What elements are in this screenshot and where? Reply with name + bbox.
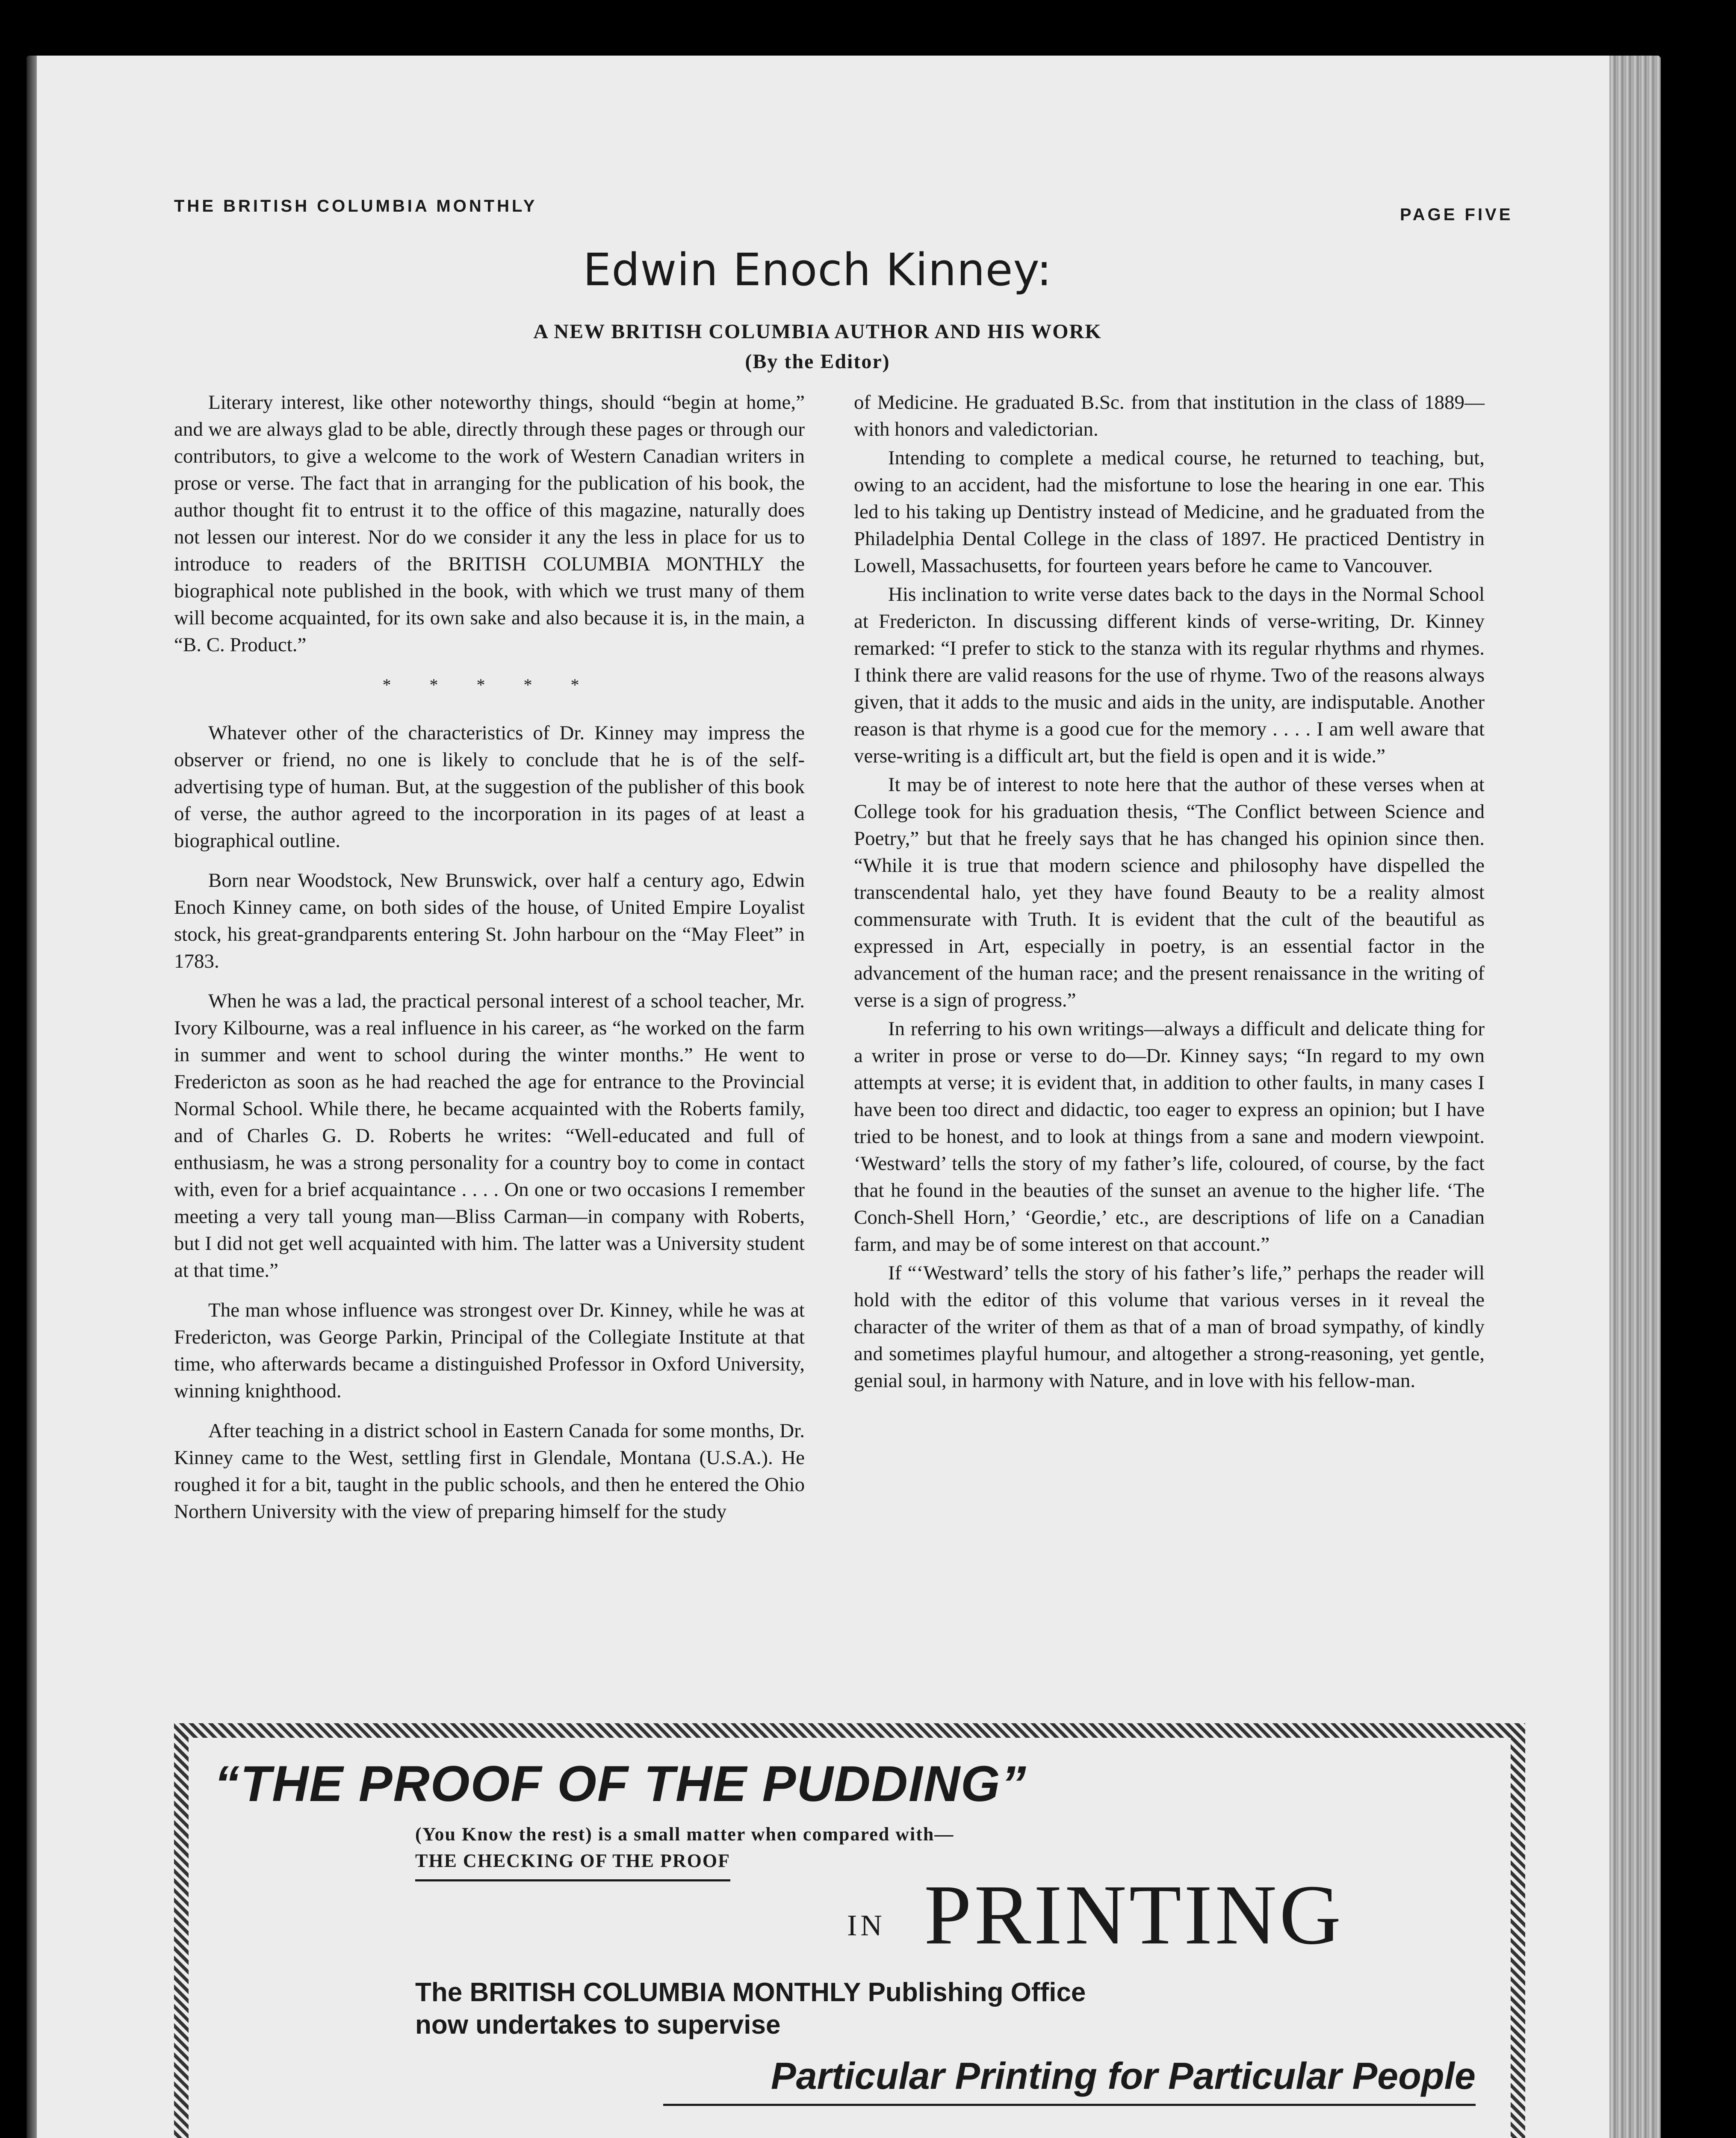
paragraph: It may be of interest to note here that the author of these verses when at College took for his graduation thesis, “The Conflict between Science and Poetry,” but that he freely says that he has changed his opinion since then. “While it is true that modern science and philosophy have dispelled the transcendental halo, yet they have found Beauty to be a reality almost commensurate with Truth. It is evident that the cult of the beautiful as expressed in Art, especially in poetry, is an essential factor in the advancement of the human race; and the present renaissance in the writing of verse is a sign of progress.” [854,774,1485,1011]
magazine-page [27,56,1661,2138]
paragraph: The man whose influence was strongest over Dr. Kinney, while he was at Fredericton, was George Parkin, Principal of the Collegiate Institute at that time, who afterwards became a distinguished Professor in Oxford University, winning knighthood. [174,1299,805,1402]
paragraph: If “‘Westward’ tells the story of his father’s life,” perhaps the reader will hold with the editor of this volume that various verses in it reveal the character of the writer of them as that of a man of broad sympathy, of kindly and sometimes playful humour, and altogether a strong-reasoning, yet gentle, genial soul, in harmony with Nature, and in love with his fellow-man. [854,1262,1485,1392]
intro-paragraph: Literary interest, like other noteworthy things, should “begin at home,” and we are always glad to be able, directly through these pages or through our contributors, to give a welcome to the work of Western Canadian writers in prose or verse. The fact that in arranging for the publication of his book, the author thought fit to entrust it to the office of this magazine, naturally does not lessen our interest. Nor do we consider it any the less in place for us to introduce to readers of the BRITISH COLUMBIA MONTHLY the biographical note published in the book, with which we trust many of them will become acquainted, for its own sake and also because it is, in the main, a “B. C. Product.” [174,391,805,656]
article-byline: (By the Editor) [745,350,890,373]
column-right [854,389,1485,1396]
ad-slogan: Particular Printing for Particular People [663,2054,1476,2106]
running-header: THE BRITISH COLUMBIA MONTHLY [174,197,537,216]
page-number: PAGE FIVE [1400,205,1513,224]
ad-office-line-1: The BRITISH COLUMBIA MONTHLY Publishing Office [415,1978,1086,2007]
paragraph: Born near Woodstock, New Brunswick, over half a century ago, Edwin Enoch Kinney came, on both sides of the house, of United Empire Loyalist stock, his great-grandparents entering St. John harbour on the “May Fleet” in 1783. [174,869,805,972]
paragraph: When he was a lad, the practical personal interest of a school teacher, Mr. Ivory Kilbourne, was a real influence in his career, as “he worked on the farm in summer and went to school during the winter months.” He went to Fredericton as soon as he had reached the age for entrance to the Provincial Normal School. While there, he became acquainted with the Roberts family, and of Charles G. D. Roberts he writes: “Well-educated and full of enthusiasm, he was a strong personality for a country boy to come in contact with, even for a brief acquaintance . . . . On one or two occasions I remember meeting a very tall young man—Bliss Carman—in company with Roberts, but I did not get well acquainted with him. The latter was a University student at that time.” [174,990,805,1282]
paragraph: Whatever other of the characteristics of Dr. Kinney may impress the observer or friend, no one is likely to conclude that he is of the self-advertising type of human. But, at the suggestion of the publisher of this book of verse, the author agreed to the incorporation in its pages of at least a biographical outline. [174,722,805,852]
printing-advertisement [174,1723,1525,2138]
ad-headline: “THE PROOF OF THE PUDDING” [214,1756,1027,1812]
ad-line-2: THE CHECKING OF THE PROOF [415,1850,730,1881]
ad-office-line-2: now undertakes to supervise [415,2010,781,2040]
paragraph: In referring to his own writings—always a difficult and delicate thing for a writer in prose or verse to do—Dr. Kinney says; “In regard to my own attempts at verse; it is evident that, in addition to other faults, in many cases I have been too direct and didactic, too eager to express an opinion; but I have tried to be honest, and to look at things from a sane and modern viewpoint. ‘Westward’ tells the story of my father’s life, coloured, of course, by the fact that he found in the beauties of the sunset an avenue to the higher life. ‘The Conch-Shell Horn,’ ‘Geordie,’ etc., are descriptions of life on a Canadian farm, and may be of some interest on that account.” [854,1018,1485,1255]
ad-printing-word: PRINTING [924,1868,1344,1962]
book-spine [1609,56,1661,2138]
ad-line-1: (You Know the rest) is a small matter when compared with— [415,1824,954,1845]
article-title: Edwin Enoch Kinney: [583,244,1052,296]
paragraph: After teaching in a district school in Eastern Canada for some months, Dr. Kinney came to the West, settling first in Glendale, Montana (U.S.A.). He roughed it for a bit, taught in the public schools, and then he entered the Ohio Northern University with the view of preparing himself for the study [174,1420,805,1523]
paragraph: His inclination to write verse dates back to the days in the Normal School at Fredericton. In discussing different kinds of verse-writing, Dr. Kinney remarked: “I prefer to stick to the stanza with its regular rhythms and rhymes. I think there are valid reasons for the use of rhyme. Two of the reasons always given, that it adds to the music and aids in the unity, are indisputable. Another reason is that rhyme is a good cue for the memory . . . . I am well aware that verse-writing is a difficult art, but the field is open and it is wide.” [854,583,1485,767]
column-left [174,389,805,1538]
article-subtitle: A NEW BRITISH COLUMBIA AUTHOR AND HIS WORK [533,320,1102,343]
section-separator: * * * * * [382,675,596,694]
continued-paragraph: of Medicine. He graduated B.Sc. from that institution in the class of 1889—with honors and valedictorian. [854,391,1485,440]
paragraph: Intending to complete a medical course, he returned to teaching, but, owing to an accident, had the misfortune to lose the hearing in one ear. This led to his taking up Dentistry instead of Medicine, and he graduated from the Philadelphia Dental College in the class of 1897. He practiced Dentistry in Lowell, Massachusetts, for fourteen years before he came to Vancouver. [854,447,1485,577]
ad-in-word: IN [847,1909,886,1942]
